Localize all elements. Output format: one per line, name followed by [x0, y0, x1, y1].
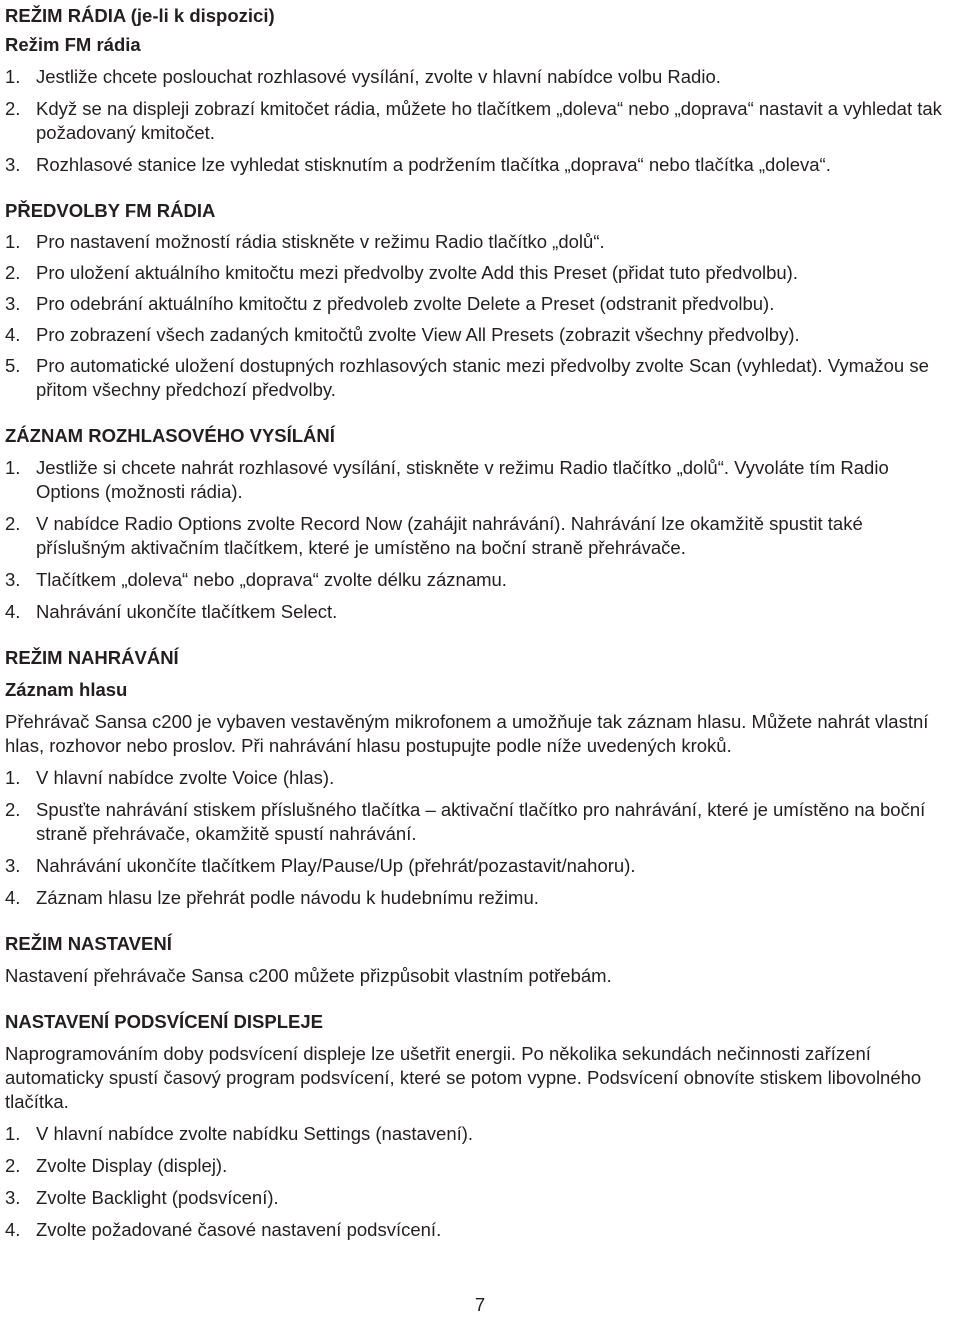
list-item-number: 4.: [5, 601, 21, 622]
list-item: [5, 798, 946, 846]
list-item-text: Pro nastavení možností rádia stiskněte v režimu Radio tlačítko „dolů“.: [36, 231, 605, 252]
list-item: [5, 292, 946, 316]
list-item: [5, 766, 946, 790]
list-item-number: 2.: [5, 262, 21, 283]
list-item-number: 1.: [5, 767, 21, 788]
section-backlight-settings: [5, 1010, 946, 1242]
list-item-text: Tlačítkem „doleva“ nebo „doprava“ zvolte délku záznamu.: [36, 569, 507, 590]
list-item-text: Spusťte nahrávání stiskem příslušného tlačítka – aktivační tlačítko pro nahrávání, které je umístěno na boční straně přehrávače, okamžitě spustí nahrávání.: [36, 799, 926, 844]
list-item-number: 2.: [5, 513, 21, 534]
list-item: [5, 568, 946, 592]
backlight-intro-paragraph: Naprogramováním doby podsvícení displeje lze ušetřit energii. Po několika sekundách nečinnosti zařízení automaticky spustí časový program podsvícení, které se potom vypne. Podsvícení obnovíte stiskem libovolného tlačítka.: [5, 1043, 922, 1112]
section-settings-mode: [5, 932, 946, 988]
list-item-number: 4.: [5, 887, 21, 908]
subtitle-voice-recording: Záznam hlasu: [5, 679, 128, 700]
recording-steps-list: [5, 456, 946, 624]
subtitle-fm-radio-mode: Režim FM rádia: [5, 34, 141, 55]
settings-intro-paragraph: Nastavení přehrávače Sansa c200 můžete přizpůsobit vlastním potřebám.: [5, 965, 612, 986]
list-item: [5, 600, 946, 624]
list-item-text: V hlavní nabídce zvolte nabídku Settings (nastavení).: [36, 1123, 474, 1144]
list-item: [5, 854, 946, 878]
section-recording-mode: [5, 646, 946, 910]
list-item: [5, 1218, 946, 1242]
section-title-backlight-settings: NASTAVENÍ PODSVÍCENÍ DISPLEJE: [5, 1011, 323, 1032]
list-item-number: 2.: [5, 799, 21, 820]
section-title-fm-presets: PŘEDVOLBY FM RÁDIA: [5, 200, 216, 221]
list-item-text: Zvolte Backlight (podsvícení).: [36, 1187, 279, 1208]
presets-steps-list: [5, 230, 946, 402]
list-item-number: 2.: [5, 98, 21, 119]
backlight-steps-list: [5, 1122, 946, 1242]
page-number: 7: [474, 1294, 486, 1315]
section-title-recording-mode: REŽIM NAHRÁVÁNÍ: [5, 647, 179, 668]
list-item-text: Zvolte požadované časové nastavení podsvícení.: [36, 1219, 442, 1240]
list-item-text: Rozhlasové stanice lze vyhledat stisknutím a podržením tlačítka „doprava“ nebo tlačítka „doleva“.: [36, 154, 831, 175]
list-item: [5, 512, 946, 560]
list-item-text: Zvolte Display (displej).: [36, 1155, 228, 1176]
list-item-number: 4.: [5, 1219, 21, 1240]
list-item-number: 1.: [5, 66, 21, 87]
section-title-broadcast-recording: ZÁZNAM ROZHLASOVÉHO VYSÍLÁNÍ: [5, 425, 335, 446]
radio-steps-list: [5, 65, 946, 177]
list-item-number: 3.: [5, 293, 21, 314]
section-radio-mode: [5, 4, 946, 177]
list-item-number: 1.: [5, 457, 21, 478]
list-item-text: V hlavní nabídce zvolte Voice (hlas).: [36, 767, 335, 788]
list-item: [5, 323, 946, 347]
list-item: [5, 354, 946, 402]
list-item-number: 3.: [5, 855, 21, 876]
list-item: [5, 97, 946, 145]
list-item: [5, 230, 946, 254]
list-item-number: 3.: [5, 154, 21, 175]
section-title-settings-mode: REŽIM NASTAVENÍ: [5, 933, 172, 954]
list-item-number: 5.: [5, 355, 21, 376]
list-item-text: Pro automatické uložení dostupných rozhlasových stanic mezi předvolby zvolte Scan (vyhledat). Vymažou se přitom všechny předchozí předvolby.: [36, 355, 929, 400]
list-item: [5, 65, 946, 89]
section-title-radio-mode: REŽIM RÁDIA (je-li k dispozici): [5, 5, 275, 26]
list-item: [5, 153, 946, 177]
list-item: [5, 456, 946, 504]
list-item: [5, 261, 946, 285]
list-item-number: 3.: [5, 1187, 21, 1208]
list-item: [5, 1154, 946, 1178]
list-item-number: 4.: [5, 324, 21, 345]
voice-intro-paragraph: Přehrávač Sansa c200 je vybaven vestavěným mikrofonem a umožňuje tak záznam hlasu. Můžete nahrát vlastní hlas, rozhovor nebo proslov. Při nahrávání hlasu postupujte podle níže uvedených kroků.: [5, 711, 929, 756]
list-item-number: 2.: [5, 1155, 21, 1176]
list-item: [5, 1186, 946, 1210]
list-item-number: 3.: [5, 569, 21, 590]
list-item-text: V nabídce Radio Options zvolte Record Now (zahájit nahrávání). Nahrávání lze okamžitě spustit také příslušným aktivačním tlačítkem, které je umístěno na boční straně přehrávače.: [36, 513, 863, 558]
section-broadcast-recording: [5, 424, 946, 624]
list-item-text: Pro odebrání aktuálního kmitočtu z předvoleb zvolte Delete a Preset (odstranit předvolbu).: [36, 293, 775, 314]
list-item-text: Pro uložení aktuálního kmitočtu mezi předvolby zvolte Add this Preset (přidat tuto předvolbu).: [36, 262, 798, 283]
list-item-text: Záznam hlasu lze přehrát podle návodu k hudebnímu režimu.: [36, 887, 539, 908]
list-item: [5, 886, 946, 910]
list-item-text: Nahrávání ukončíte tlačítkem Select.: [36, 601, 338, 622]
voice-steps-list: [5, 766, 946, 910]
list-item: [5, 1122, 946, 1146]
list-item-text: Jestliže si chcete nahrát rozhlasové vysílání, stiskněte v režimu Radio tlačítko „dolů“. Vyvoláte tím Radio Options (možnosti rádia).: [36, 457, 889, 502]
list-item-number: 1.: [5, 231, 21, 252]
list-item-text: Když se na displeji zobrazí kmitočet rádia, můžete ho tlačítkem „doleva“ nebo „doprava“ nastavit a vyhledat tak požadovaný kmitočet.: [36, 98, 942, 143]
list-item-text: Pro zobrazení všech zadaných kmitočtů zvolte View All Presets (zobrazit všechny předvolby).: [36, 324, 800, 345]
list-item-text: Jestliže chcete poslouchat rozhlasové vysílání, zvolte v hlavní nabídce volbu Radio.: [36, 66, 721, 87]
list-item-number: 1.: [5, 1123, 21, 1144]
section-fm-presets: [5, 199, 946, 402]
list-item-text: Nahrávání ukončíte tlačítkem Play/Pause/Up (přehrát/pozastavit/nahoru).: [36, 855, 636, 876]
